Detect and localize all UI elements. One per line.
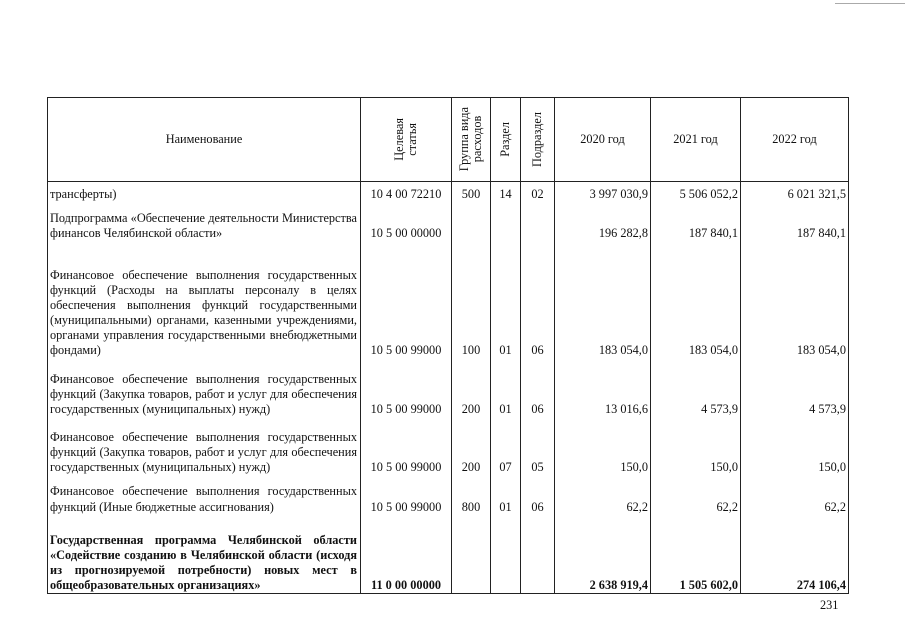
row-2020: 62,2 (555, 476, 651, 515)
table-row (48, 417, 849, 476)
row-2021: 4 573,9 (651, 358, 741, 417)
row-target: 10 4 00 72210 (361, 182, 452, 202)
row-section: 01 (491, 476, 521, 515)
row-name: Финансовое обеспечение выполнения государственных функций (Закупка товаров, работ и услуг для обеспечения государственных (муниципальных) нужд) (48, 417, 361, 476)
row-name: Государственная программа Челябинской области «Содействие созданию в Челябинской области (исходя из прогнозируемой потребности) новых мест в общеобразовательных организациях» (48, 515, 361, 594)
row-subsection: 06 (521, 476, 555, 515)
row-2021: 150,0 (651, 417, 741, 476)
row-2021: 187 840,1 (651, 202, 741, 241)
header-group-text: Группа вида расходов (457, 107, 484, 172)
row-2020: 150,0 (555, 417, 651, 476)
table-row (48, 358, 849, 417)
row-name: Подпрограмма «Обеспечение деятельности Министерства финансов Челябинской области» (48, 202, 361, 241)
row-target: 11 0 00 00000 (361, 515, 452, 594)
row-group (452, 515, 491, 594)
header-group (452, 98, 491, 182)
header-target-text: Целевая статья (392, 118, 419, 161)
row-name: Финансовое обеспечение выполнения государственных функций (Закупка товаров, работ и услуг для обеспечения государственных (муниципальных) нужд) (48, 358, 361, 417)
row-group (452, 202, 491, 241)
row-section: 01 (491, 241, 521, 358)
row-target: 10 5 00 00000 (361, 202, 452, 241)
row-group: 200 (452, 358, 491, 417)
budget-table-frame (47, 97, 848, 594)
row-2020: 13 016,6 (555, 358, 651, 417)
table-row (48, 182, 849, 202)
table-row (48, 476, 849, 515)
row-target: 10 5 00 99000 (361, 417, 452, 476)
header-name: Наименование (48, 98, 361, 182)
header-2021: 2021 год (651, 98, 741, 182)
row-subsection: 02 (521, 182, 555, 202)
row-2021: 1 505 602,0 (651, 515, 741, 594)
page-number: 231 (820, 598, 839, 612)
row-2020: 3 997 030,9 (555, 182, 651, 202)
header-section-text: Раздел (498, 122, 512, 157)
corner-line (835, 3, 905, 4)
row-2022: 274 106,4 (741, 515, 849, 594)
row-group: 800 (452, 476, 491, 515)
row-2021: 62,2 (651, 476, 741, 515)
row-subsection: 06 (521, 358, 555, 417)
row-subsection: 05 (521, 417, 555, 476)
row-2021: 183 054,0 (651, 241, 741, 358)
row-target: 10 5 00 99000 (361, 241, 452, 358)
row-2022: 6 021 321,5 (741, 182, 849, 202)
row-2020: 196 282,8 (555, 202, 651, 241)
header-target (361, 98, 452, 182)
header-row (48, 98, 849, 182)
row-section: 07 (491, 417, 521, 476)
row-group: 200 (452, 417, 491, 476)
row-name: Финансовое обеспечение выполнения государственных функций (Иные бюджетные ассигнования) (48, 476, 361, 515)
row-subsection: 06 (521, 241, 555, 358)
row-2022: 62,2 (741, 476, 849, 515)
header-2020: 2020 год (555, 98, 651, 182)
row-section (491, 202, 521, 241)
row-2020: 183 054,0 (555, 241, 651, 358)
table-row-program (48, 515, 849, 594)
table-row (48, 202, 849, 241)
table-row (48, 241, 849, 358)
row-2022: 4 573,9 (741, 358, 849, 417)
row-name: Финансовое обеспечение выполнения государственных функций (Расходы на выплаты персоналу в целях обеспечения выполнения функций государственными (муниципальными) органами, казенными учреждениями, органами управления государственными внебюджетными фондами) (48, 241, 361, 358)
row-subsection (521, 202, 555, 241)
row-target: 10 5 00 99000 (361, 358, 452, 417)
row-2022: 150,0 (741, 417, 849, 476)
row-2022: 183 054,0 (741, 241, 849, 358)
row-group: 500 (452, 182, 491, 202)
header-section (491, 98, 521, 182)
row-target: 10 5 00 99000 (361, 476, 452, 515)
row-2021: 5 506 052,2 (651, 182, 741, 202)
row-section: 01 (491, 358, 521, 417)
budget-table (47, 97, 849, 594)
row-name: трансферты) (48, 182, 361, 202)
row-2022: 187 840,1 (741, 202, 849, 241)
header-subsection-text: Подраздел (530, 111, 544, 168)
row-section (491, 515, 521, 594)
row-2020: 2 638 919,4 (555, 515, 651, 594)
header-2022: 2022 год (741, 98, 849, 182)
row-group: 100 (452, 241, 491, 358)
header-subsection (521, 98, 555, 182)
row-section: 14 (491, 182, 521, 202)
row-subsection (521, 515, 555, 594)
